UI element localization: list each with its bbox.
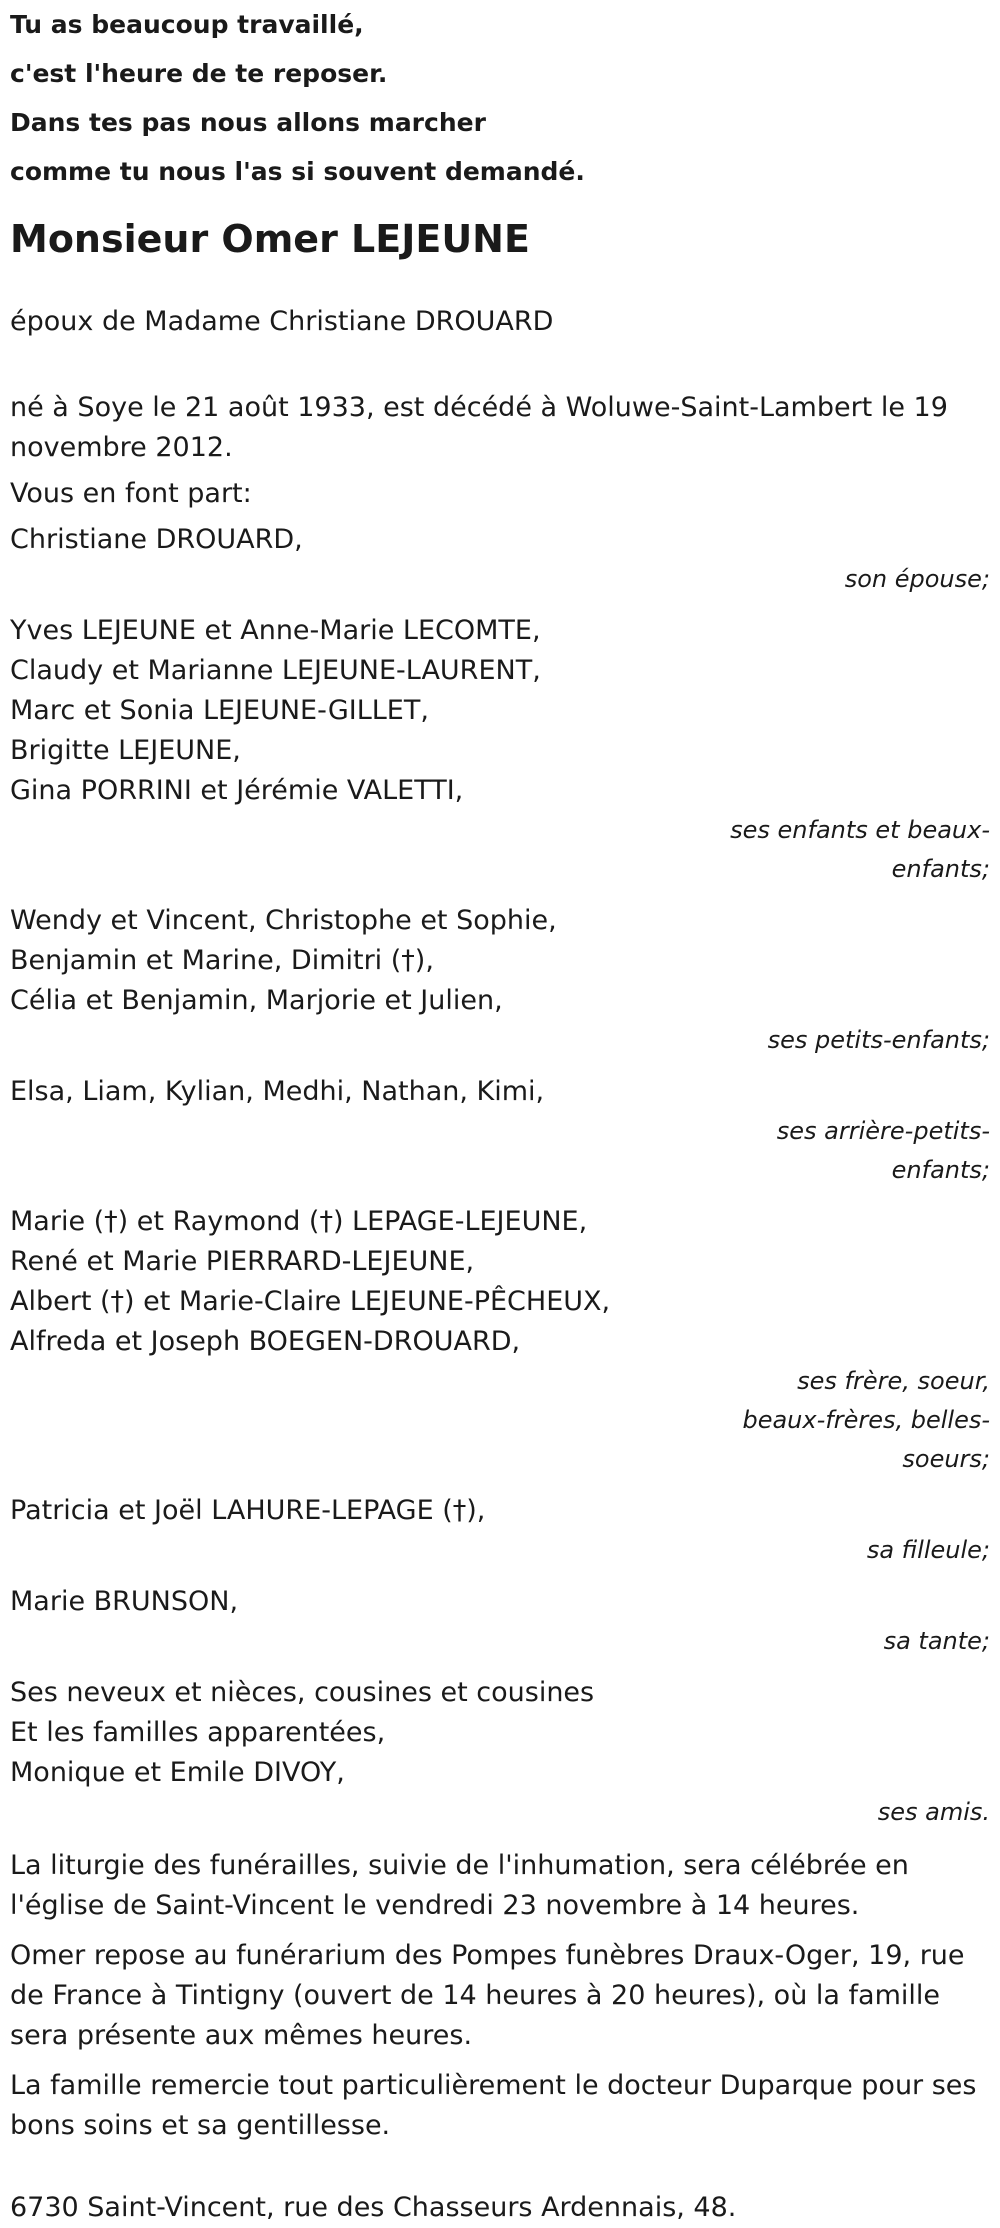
family-member-line: Yves LEJEUNE et Anne-Marie LECOMTE, — [10, 615, 541, 646]
thanks-paragraph: La famille remercie tout particulièrement le docteur Duparque pour ses bons soins et sa gentillesse. — [10, 2070, 977, 2141]
family-member-line: Gina PORRINI et Jérémie VALETTI, — [10, 775, 464, 806]
verse-line: c'est l'heure de te reposer. — [10, 59, 388, 88]
family-role-label: ses frère, soeur, beaux-frères, belles-soeurs; — [742, 1367, 990, 1473]
family-role-label: ses amis. — [877, 1798, 990, 1826]
family-group — [10, 1491, 1000, 1570]
verse-line: comme tu nous l'as si souvent demandé. — [10, 157, 585, 186]
family-member-line: Alfreda et Joseph BOEGEN-DROUARD, — [10, 1326, 521, 1357]
family-member-line: Et les familles apparentées, — [10, 1717, 386, 1748]
family-member-line: Marie (†) et Raymond (†) LEPAGE-LEJEUNE, — [10, 1206, 588, 1237]
deceased-name: Monsieur Omer LEJEUNE — [10, 217, 530, 261]
family-group — [10, 520, 1000, 599]
family-group — [10, 1673, 1000, 1832]
family-member-line: Claudy et Marianne LEJEUNE-LAURENT, — [10, 655, 541, 686]
repose-paragraph: Omer repose au funérarium des Pompes funèbres Draux-Oger, 19, rue de France à Tintigny (ouvert de 14 heures à 20 heures), où la famille sera présente aux mêmes heures. — [10, 1940, 965, 2051]
spouse-line: époux de Madame Christiane DROUARD — [10, 306, 554, 337]
liturgy-paragraph: La liturgie des funérailles, suivie de l'inhumation, sera célébrée en l'église de Saint-Vincent le vendredi 23 novembre à 14 heures. — [10, 1850, 909, 1921]
family-list — [10, 520, 1000, 1832]
family-role-label: ses enfants et beaux-enfants; — [730, 816, 990, 883]
family-role — [10, 1112, 990, 1190]
verse-line: Dans tes pas nous allons marcher — [10, 108, 486, 137]
family-member-line: Patricia et Joël LAHURE-LEPAGE (†), — [10, 1495, 486, 1526]
family-member-line: Albert (†) et Marie-Claire LEJEUNE-PÊCHEUX, — [10, 1286, 611, 1317]
family-role-label: sa tante; — [883, 1627, 990, 1655]
family-member-line: Christiane DROUARD, — [10, 524, 303, 555]
family-role — [10, 560, 990, 599]
family-role — [10, 1622, 990, 1661]
family-role-label: sa filleule; — [866, 1536, 990, 1564]
family-role-label: son épouse; — [844, 565, 990, 593]
family-role — [10, 1531, 990, 1570]
family-role — [10, 811, 990, 889]
family-member-line: Monique et Emile DIVOY, — [10, 1757, 345, 1788]
family-role — [10, 1793, 990, 1832]
family-member-line: René et Marie PIERRARD-LEJEUNE, — [10, 1246, 475, 1277]
family-member-line: Marie BRUNSON, — [10, 1586, 239, 1617]
verse — [10, 0, 1000, 196]
family-role — [10, 1021, 990, 1060]
family-member-line: Marc et Sonia LEJEUNE-GILLET, — [10, 695, 429, 726]
family-member-line: Brigitte LEJEUNE, — [10, 735, 241, 766]
family-member-line: Ses neveux et nièces, cousines et cousines — [10, 1677, 595, 1708]
family-group — [10, 901, 1000, 1060]
family-member-line: Wendy et Vincent, Christophe et Sophie, — [10, 905, 557, 936]
family-role — [10, 1362, 990, 1479]
family-group — [10, 1072, 1000, 1190]
family-group — [10, 1582, 1000, 1661]
family-member-line: Célia et Benjamin, Marjorie et Julien, — [10, 985, 503, 1016]
family-group — [10, 1202, 1000, 1479]
verse-line: Tu as beaucoup travaillé, — [10, 10, 364, 39]
announce-intro: Vous en font part: — [10, 478, 252, 509]
family-role-label: ses petits-enfants; — [767, 1026, 990, 1054]
family-member-line: Benjamin et Marine, Dimitri (†), — [10, 945, 434, 976]
address: 6730 Saint-Vincent, rue des Chasseurs Ardennais, 48. — [10, 2192, 737, 2223]
family-role-label: ses arrière-petits-enfants; — [776, 1117, 990, 1184]
family-member-line: Elsa, Liam, Kylian, Medhi, Nathan, Kimi, — [10, 1076, 545, 1107]
birth-death-line: né à Soye le 21 août 1933, est décédé à Woluwe-Saint-Lambert le 19 novembre 2012. — [10, 392, 948, 463]
family-group — [10, 611, 1000, 889]
